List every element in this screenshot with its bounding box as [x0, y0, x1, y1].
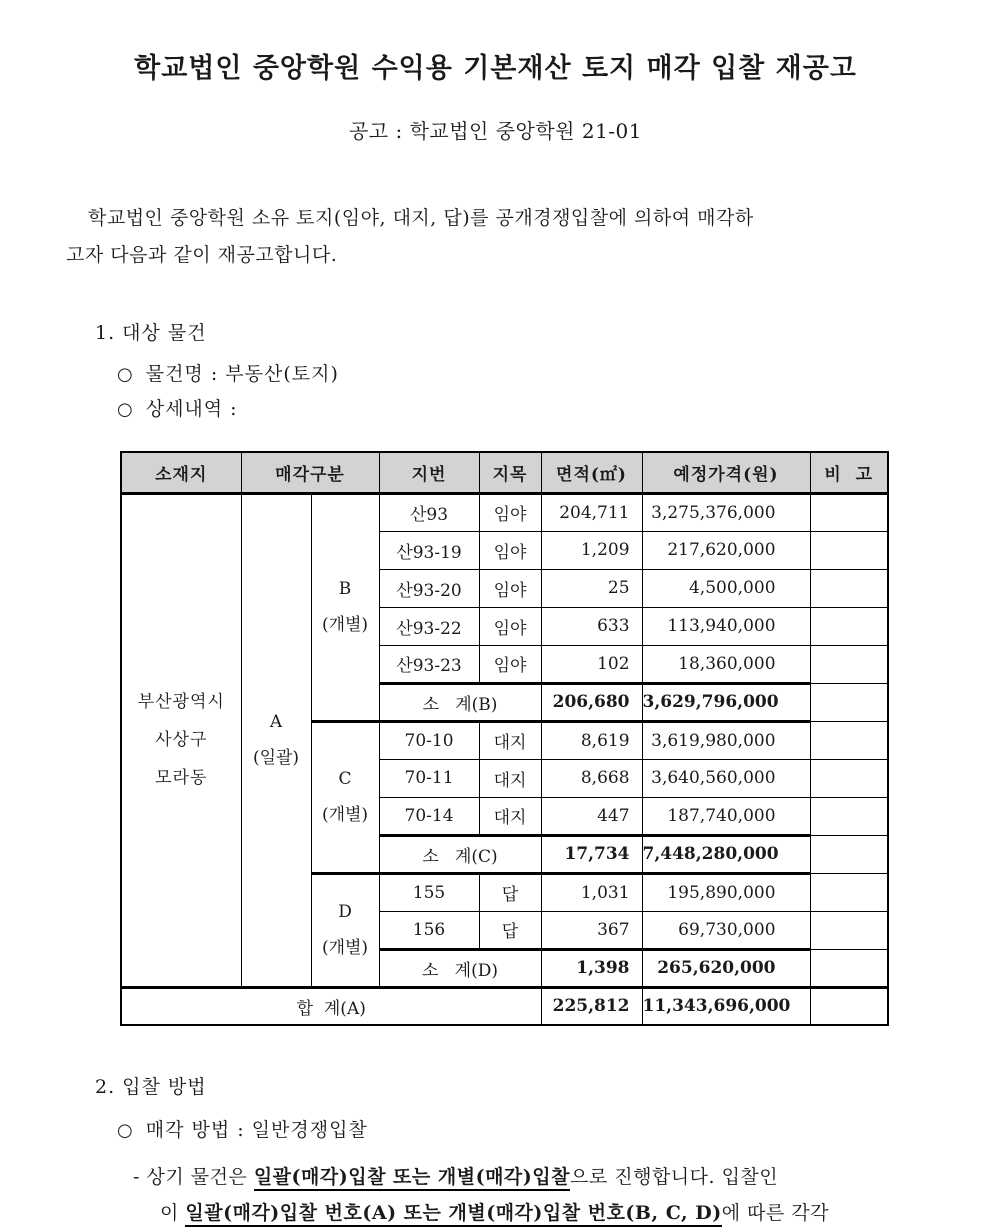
bid-rule-text: 상기 물건은 [146, 1166, 254, 1188]
sale-method-text: 매각 방법 : 일반경쟁입찰 [145, 1119, 368, 1141]
cat-cell: 대지 [479, 797, 541, 835]
location-line: 사상구 [155, 730, 208, 750]
table-row [121, 493, 888, 531]
group-c-line: (개별) [321, 805, 369, 825]
price-cell: 69,730,000 [642, 911, 810, 949]
lot-cell: 산93-19 [379, 531, 479, 569]
price-cell: 187,740,000 [642, 797, 810, 835]
detail-label-text: 상세내역 : [145, 398, 238, 420]
circle-bullet-icon: ○ [117, 399, 134, 420]
notice-number: 공고 : 학교법인 중앙학원 21-01 [348, 119, 643, 143]
cat-cell: 임야 [479, 531, 541, 569]
total-row [121, 987, 888, 1025]
header-location: 소재지 [121, 452, 241, 493]
cat-cell: 임야 [479, 645, 541, 683]
header-note: 비 고 [810, 452, 888, 493]
header-price: 예정가격(원) [642, 452, 810, 493]
location-cell [121, 493, 241, 987]
lot-cell: 70-10 [379, 721, 479, 759]
note-cell [810, 607, 888, 645]
header-sale-type: 매각구분 [241, 452, 379, 493]
note-cell [810, 873, 888, 911]
cat-cell: 대지 [479, 759, 541, 797]
cat-cell: 답 [479, 873, 541, 911]
total-price: 11,343,696,000 [642, 987, 810, 1025]
subtotal-label: 소 계(C) [379, 835, 541, 873]
subtotal-area: 1,398 [541, 949, 642, 987]
group-d-line: D [338, 902, 352, 922]
note-cell [810, 911, 888, 949]
cat-cell: 대지 [479, 721, 541, 759]
bid-rule-line-1 [133, 1159, 991, 1195]
detail-label-line [117, 392, 991, 427]
total-area: 225,812 [541, 987, 642, 1025]
subtotal-area: 206,680 [541, 683, 642, 721]
circle-bullet-icon: ○ [117, 1120, 134, 1141]
group-b-cell [311, 493, 379, 721]
group-c-line: C [338, 769, 352, 789]
note-cell [810, 721, 888, 759]
total-label: 합 계(A) [121, 987, 541, 1025]
area-cell: 447 [541, 797, 642, 835]
header-land-cat: 지목 [479, 452, 541, 493]
subtotal-price: 7,448,280,000 [642, 835, 810, 873]
area-cell: 102 [541, 645, 642, 683]
bid-rule-text: 에 따른 각각 [721, 1202, 830, 1224]
price-cell: 4,500,000 [642, 569, 810, 607]
sale-method-line [117, 1113, 991, 1148]
lot-cell: 산93-20 [379, 569, 479, 607]
group-b-line: (개별) [321, 615, 369, 635]
lot-group-a-line: (일괄) [252, 748, 300, 768]
group-d-line: (개별) [321, 938, 369, 958]
lot-group-a-cell [241, 493, 311, 987]
section-1-heading: 1. 대상 물건 [95, 322, 207, 344]
price-cell: 195,890,000 [642, 873, 810, 911]
bid-rule-emphasis: 일괄(매각)입찰 번호(A) 또는 개별(매각)입찰 번호(B, C, D) [185, 1202, 721, 1227]
intro-line-2: 고자 다음과 같이 재공고합니다. [66, 244, 338, 266]
intro-line-1: 학교법인 중앙학원 소유 토지(임야, 대지, 답)를 공개경쟁입찰에 의하여 매각하 [88, 207, 754, 229]
note-cell [810, 531, 888, 569]
bid-rule-line-2 [160, 1195, 991, 1231]
cat-cell: 임야 [479, 493, 541, 531]
area-cell: 8,619 [541, 721, 642, 759]
price-cell: 3,275,376,000 [642, 493, 810, 531]
circle-bullet-icon: ○ [117, 364, 134, 385]
price-cell: 3,619,980,000 [642, 721, 810, 759]
note-cell [810, 645, 888, 683]
subtotal-label: 소 계(D) [379, 949, 541, 987]
cat-cell: 임야 [479, 607, 541, 645]
dash-icon: - [133, 1166, 140, 1188]
subtotal-label: 소 계(B) [379, 683, 541, 721]
area-cell: 633 [541, 607, 642, 645]
location-line: 모라동 [155, 768, 208, 788]
note-cell [810, 797, 888, 835]
area-cell: 25 [541, 569, 642, 607]
note-cell [810, 949, 888, 987]
subtotal-price: 3,629,796,000 [642, 683, 810, 721]
area-cell: 204,711 [541, 493, 642, 531]
lot-cell: 산93-22 [379, 607, 479, 645]
area-cell: 367 [541, 911, 642, 949]
cat-cell: 답 [479, 911, 541, 949]
group-c-cell [311, 721, 379, 873]
area-cell: 8,668 [541, 759, 642, 797]
price-cell: 113,940,000 [642, 607, 810, 645]
lot-cell: 70-14 [379, 797, 479, 835]
note-cell [810, 683, 888, 721]
note-cell [810, 493, 888, 531]
note-cell [810, 569, 888, 607]
lot-cell: 산93-23 [379, 645, 479, 683]
subtotal-price: 265,620,000 [642, 949, 810, 987]
price-cell: 3,640,560,000 [642, 759, 810, 797]
lot-cell: 산93 [379, 493, 479, 531]
price-cell: 217,620,000 [642, 531, 810, 569]
area-cell: 1,031 [541, 873, 642, 911]
property-name-line [117, 357, 991, 392]
note-cell [810, 835, 888, 873]
property-name-text: 물건명 : 부동산(토지) [145, 363, 339, 385]
price-cell: 18,360,000 [642, 645, 810, 683]
intro-paragraph [66, 200, 927, 274]
subtotal-area: 17,734 [541, 835, 642, 873]
page-title: 학교법인 중앙학원 수익용 기본재산 토지 매각 입찰 재공고 [134, 53, 857, 84]
location-line: 부산광역시 [137, 692, 225, 712]
bid-rule-text: 이 [160, 1202, 186, 1224]
lot-cell: 70-11 [379, 759, 479, 797]
property-table [120, 451, 889, 1026]
cat-cell: 임야 [479, 569, 541, 607]
header-lot-no: 지번 [379, 452, 479, 493]
section-2-heading: 2. 입찰 방법 [95, 1076, 207, 1098]
lot-cell: 155 [379, 873, 479, 911]
area-cell: 1,209 [541, 531, 642, 569]
group-b-line: B [338, 579, 352, 599]
lot-cell: 156 [379, 911, 479, 949]
lot-group-a-line: A [269, 712, 283, 732]
group-d-cell [311, 873, 379, 987]
note-cell [810, 987, 888, 1025]
bid-rule-emphasis: 일괄(매각)입찰 또는 개별(매각)입찰 [254, 1166, 570, 1191]
bid-rule-text: 으로 진행합니다. 입찰인 [569, 1166, 779, 1188]
header-area: 면적(㎡) [541, 452, 642, 493]
table-header-row [121, 452, 888, 493]
note-cell [810, 759, 888, 797]
